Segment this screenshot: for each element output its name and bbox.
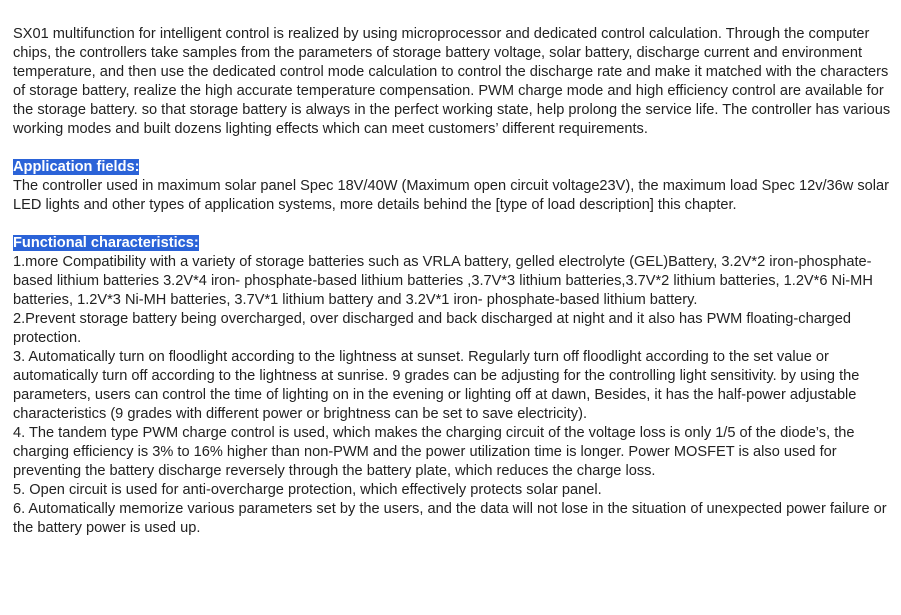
feature-item-3: 3. Automatically turn on floodlight according to the lightness at sunset. Regularly turn off floodlight according to the set value or automatically turn off according to the lightness at sunrise. 9 grades can be adjusting for the controlling light sensitivity. by using the parameters, users can control the time of lighting on in the evening or lighting off at dawn, Besides, it has the half-power adjustable characteristics (9 grades with different power or brightness can be set to save electricity). bbox=[13, 349, 860, 422]
feature-item-1: 1.more Compatibility with a variety of storage batteries such as VRLA battery, gelled electrolyte (GEL)Battery, 3.2V*2 iron-phosphate-based lithium batteries 3.2V*4 iron- phosphate-based lithium batteries ,3.7V*3 lithium batteries,3.7V*2 lithium batteries, 1.2V*6 Ni-MH batteries, 1.2V*3 Ni-MH batteries, 3.7V*1 lithium battery and 3.2V*1 iron- phosphate-based lithium battery. bbox=[13, 254, 873, 308]
application-fields-heading bbox=[13, 158, 893, 177]
functional-characteristics-heading-text: Functional characteristics: bbox=[13, 235, 199, 251]
cropped-top-line bbox=[13, 0, 893, 5]
feature-item-6: 6. Automatically memorize various parameters set by the users, and the data will not lose in the situation of unexpected power failure or the battery power is used up. bbox=[13, 501, 887, 536]
application-fields-heading-text: Application fields: bbox=[13, 159, 140, 175]
document-body bbox=[13, 0, 893, 538]
intro-paragraph: SX01 multifunction for intelligent control is realized by using microprocessor and dedicated control calculation. Through the computer chips, the controllers take samples from the parameters of storage battery voltage, solar battery, discharge current and environment temperature, and then use the dedicated control mode calculation to control the discharge rate and make it matched with the characters of storage battery, realize the high accurate temperature compensation. PWM charge mode and high efficiency control are available for the storage battery. so that storage battery is always in the perfect working state, help prolong the service life. The controller has various working modes and built dozens lighting effects which can meet customers’ different requirements. bbox=[13, 26, 891, 137]
feature-item-2: 2.Prevent storage battery being overcharged, over discharged and back discharged at night and it also has PWM floating-charged protection. bbox=[13, 311, 852, 346]
application-fields-paragraph: The controller used in maximum solar panel Spec 18V/40W (Maximum open circuit voltage23V), the maximum load Spec 12v/36w solar LED lights and other types of application systems, more details behind the [type of load description] this chapter. bbox=[13, 178, 890, 213]
feature-item-5: 5. Open circuit is used for anti-overcharge protection, which effectively protects solar panel. bbox=[13, 482, 602, 498]
feature-item-4: 4. The tandem type PWM charge control is used, which makes the charging circuit of the voltage loss is only 1/5 of the diode’s, the charging efficiency is 3% to 16% higher than non-PWM and the power utilization time is longer. Power MOSFET is also used for preventing the battery discharge reversely through the battery plate, which reduces the charge loss. bbox=[13, 425, 855, 479]
functional-characteristics-heading bbox=[13, 234, 893, 253]
